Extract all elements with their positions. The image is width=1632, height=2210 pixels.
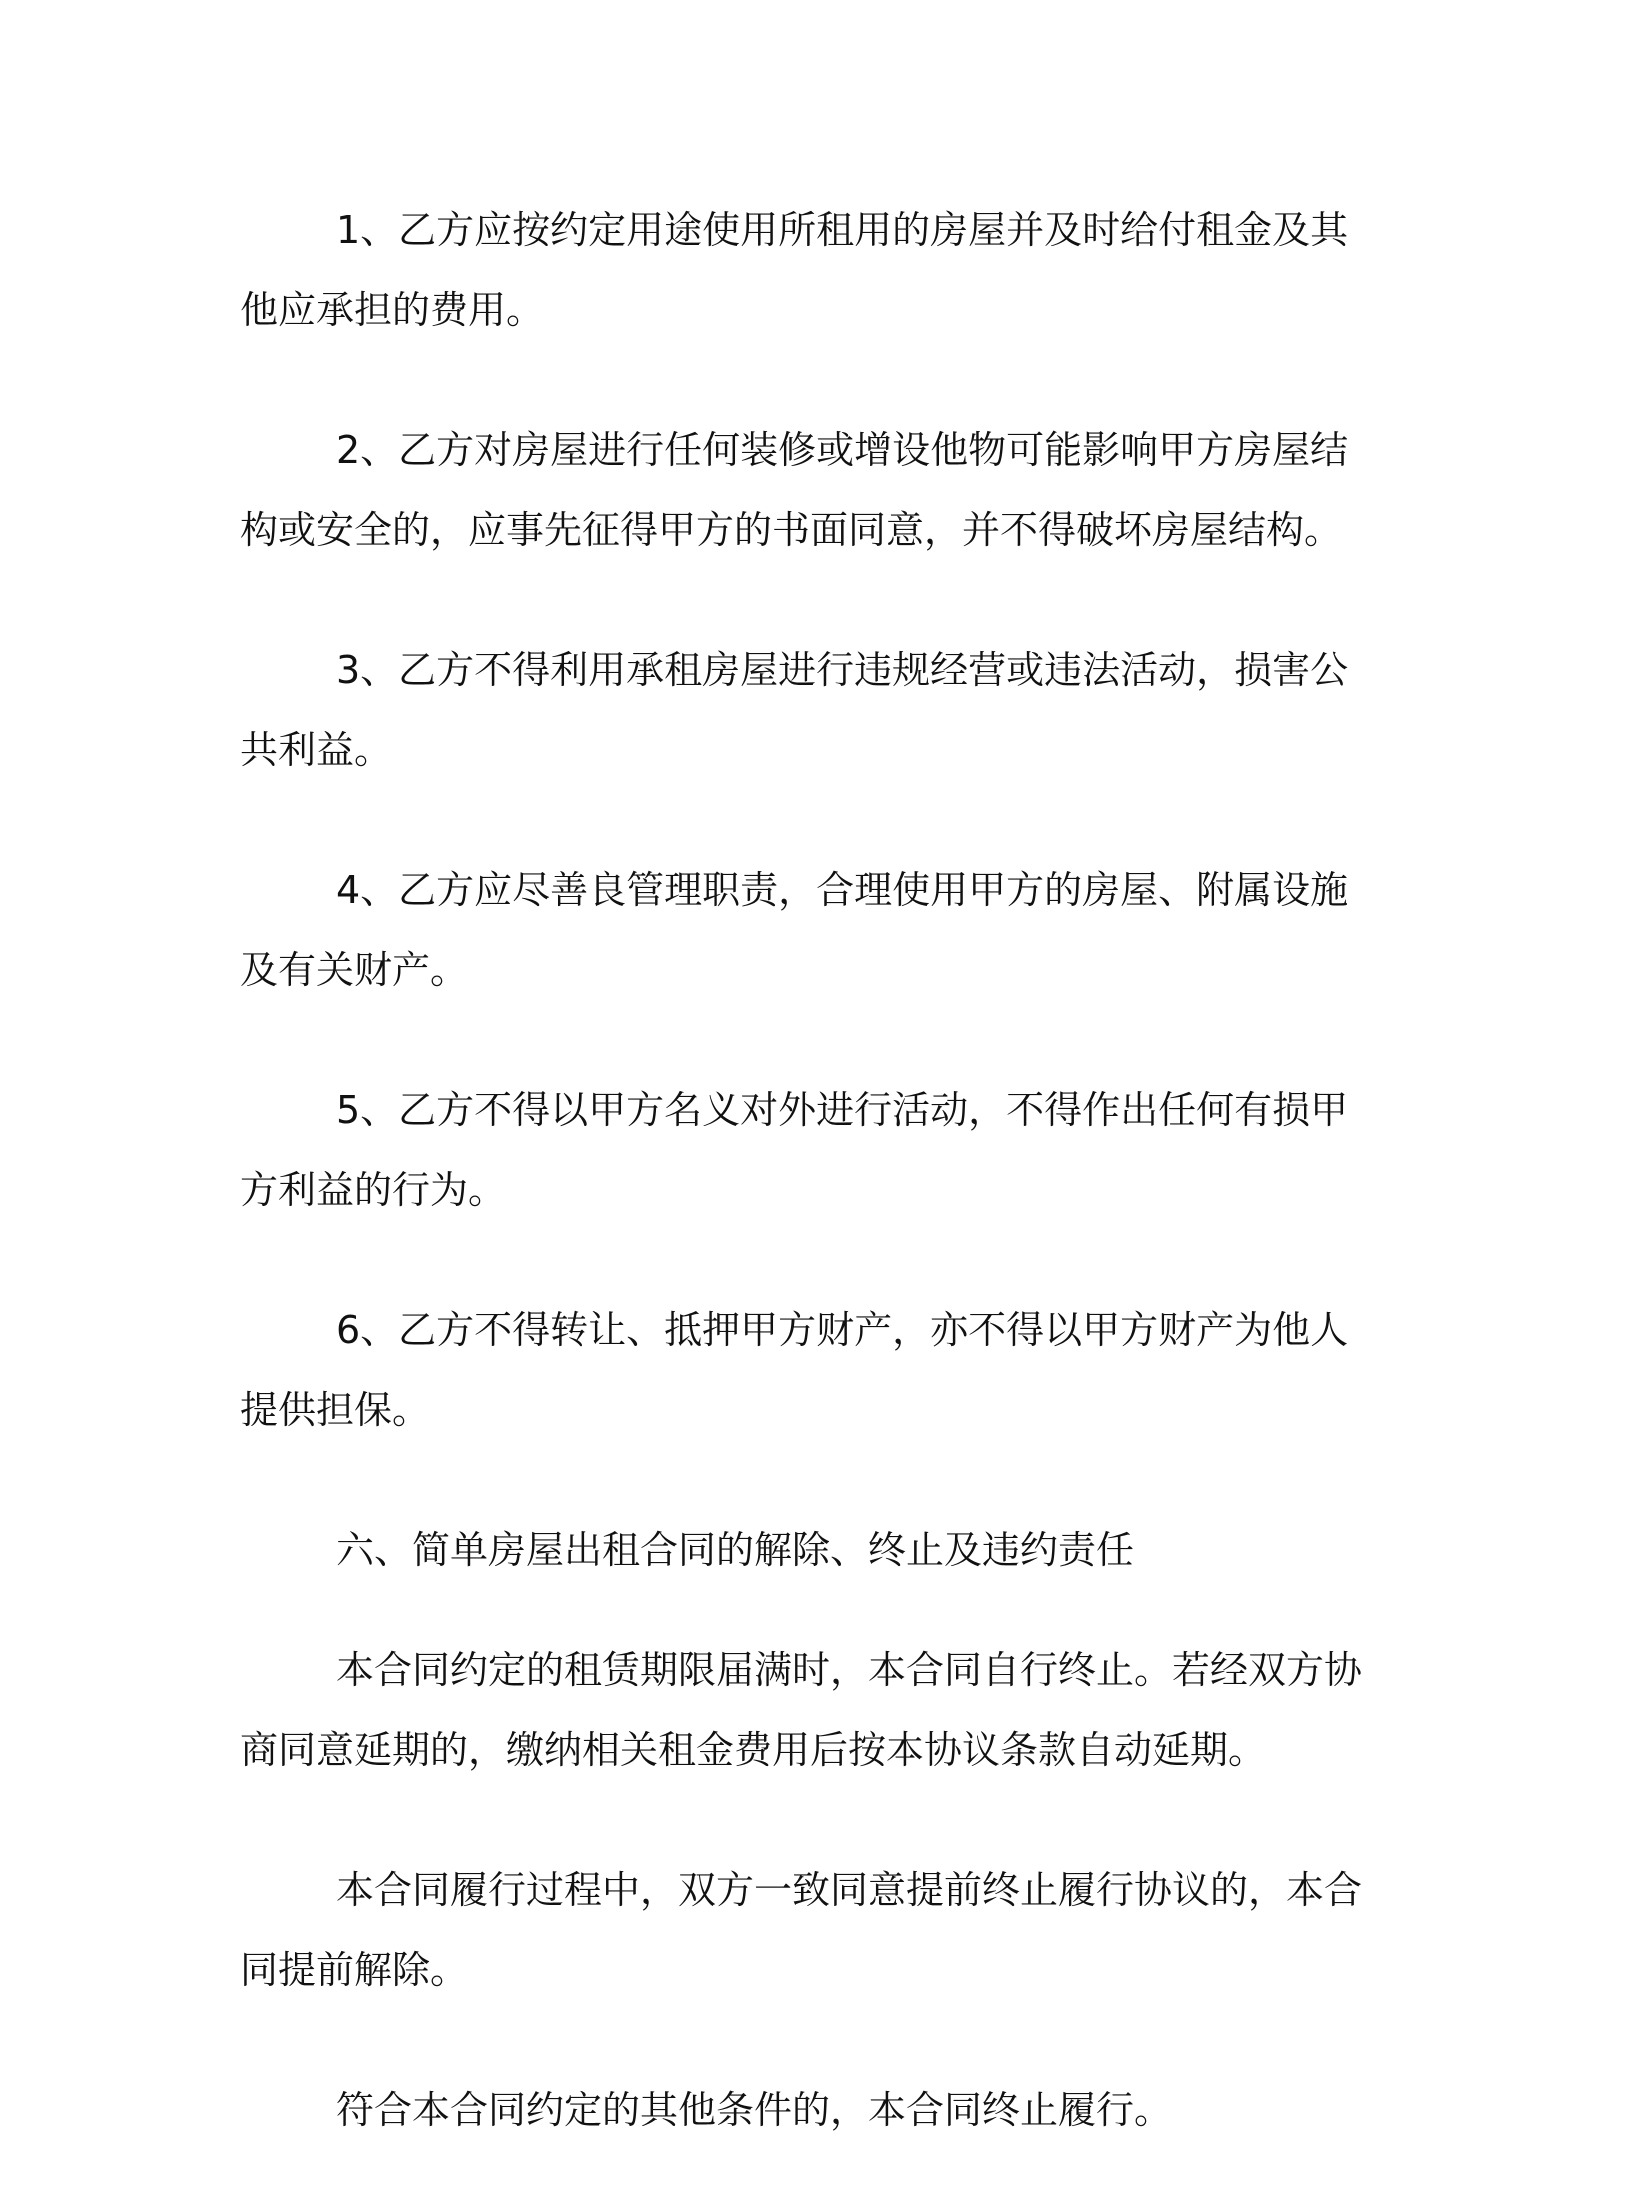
termination-paragraph-1: 本合同约定的租赁期限届满时，本合同自行终止。若经双方协商同意延期的，缴纳相关租金费用后按本协议条款自动延期。 — [240, 1648, 1363, 1772]
termination-paragraph-2: 本合同履行过程中，双方一致同意提前终止履行协议的，本合同提前解除。 — [240, 1868, 1363, 1992]
document-body — [240, 190, 1380, 2210]
clause-1: 1、乙方应按约定用途使用所租用的房屋并及时给付租金及其他应承担的费用。 — [240, 208, 1349, 332]
clause-5: 5、乙方不得以甲方名义对外进行活动，不得作出任何有损甲方利益的行为。 — [240, 1088, 1349, 1212]
clause-3: 3、乙方不得利用承租房屋进行违规经营或违法活动，损害公共利益。 — [240, 648, 1349, 772]
clause-6: 6、乙方不得转让、抵押甲方财产，亦不得以甲方财产为他人提供担保。 — [240, 1308, 1349, 1432]
clause-2: 2、乙方对房屋进行任何装修或增设他物可能影响甲方房屋结构或安全的，应事先征得甲方的书面同意，并不得破坏房屋结构。 — [240, 428, 1349, 552]
termination-paragraph-3: 符合本合同约定的其他条件的，本合同终止履行。 — [336, 2088, 1173, 2132]
clause-4: 4、乙方应尽善良管理职责，合理使用甲方的房屋、附属设施及有关财产。 — [240, 868, 1349, 992]
section-heading: 六、简单房屋出租合同的解除、终止及违约责任 — [336, 1528, 1135, 1572]
